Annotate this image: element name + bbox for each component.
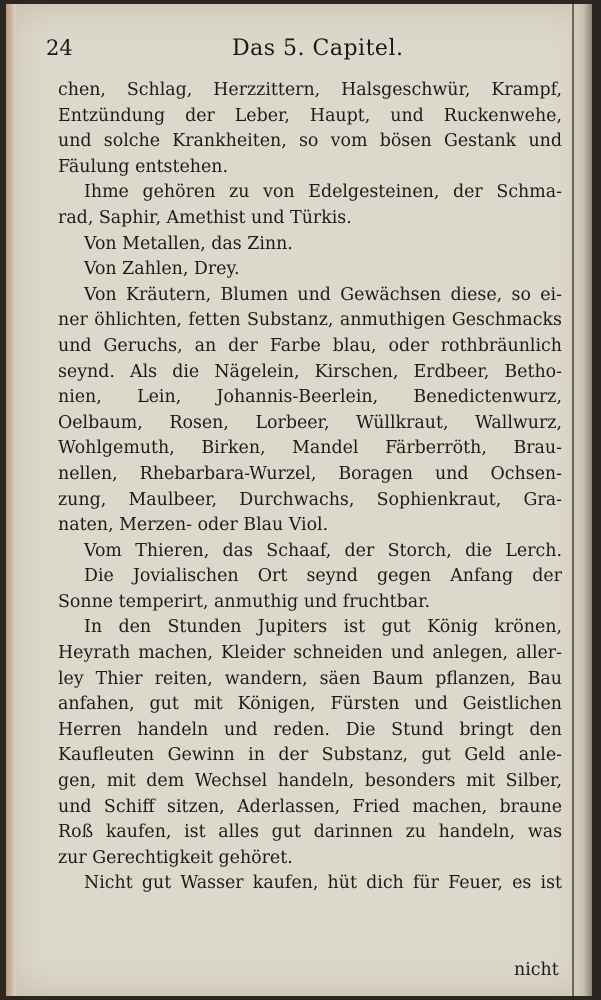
text-line: anfahen, gut mit Königen, Fürsten und Geistlichen (58, 694, 562, 715)
text-line: rad, Saphir, Amethist und Türkis. (58, 207, 352, 228)
text-line: chen, Schlag, Herzzittern, Halsgeschwür, Krampf, (58, 80, 562, 100)
text-line: und Geruchs, an der Farbe blau, oder rothbräunlich (58, 335, 562, 356)
text-line: Fäulung entstehen. (58, 156, 228, 177)
text-line: zung, Maulbeer, Durchwachs, Sophienkraut, Gra- (58, 489, 562, 510)
text-line: Oelbaum, Rosen, Lorbeer, Wüllkraut, Wallwurz, (58, 412, 562, 433)
text-line: Nicht gut Wasser kaufen, hüt dich für Feuer, es ist (84, 873, 562, 894)
text-line: Sonne temperirt, anmuthig und fruchtbar. (58, 591, 431, 612)
text-line: Von Metallen, das Zinn. (84, 233, 293, 254)
text-line: und solche Krankheiten, so vom bösen Gestank und (58, 131, 562, 152)
text-line: Kaufleuten Gewinn in der Substanz, gut Geld anle- (58, 745, 562, 766)
text-line: In den Stunden Jupiters ist gut König krönen, (84, 617, 562, 638)
page-fold-line (572, 4, 574, 996)
text-line: Entzündung der Leber, Haupt, und Ruckenwehe, (58, 105, 562, 126)
catchword: nicht (514, 960, 559, 980)
text-line: ner öhlichten, fetten Substanz, anmuthigen Geschmacks (58, 310, 562, 331)
text-line: nien, Lein, Johannis-Beerlein, Benedictenwurz, (58, 387, 562, 408)
text-line: ley Thier reiten, wandern, säen Baum pflanzen, Bau (58, 668, 562, 689)
text-line: gen, mit dem Wechsel handeln, besonders mit Silber, (58, 771, 562, 792)
running-head: Das 5. Capitel. (232, 36, 404, 61)
text-line: und Schiff sitzen, Aderlassen, Fried machen, braune (58, 796, 562, 817)
text-line: Die Jovialischen Ort seynd gegen Anfang der (84, 566, 562, 587)
text-line: Roß kaufen, ist alles gut darinnen zu handeln, was (58, 822, 562, 843)
book-page (6, 4, 592, 996)
page-number: 24 (46, 36, 73, 60)
text-line: Heyrath machen, Kleider schneiden und anlegen, aller- (58, 643, 562, 664)
text-line: Von Kräutern, Blumen und Gewächsen diese, so ei- (84, 284, 562, 305)
text-line: seynd. Als die Nägelein, Kirschen, Erdbeer, Betho- (58, 361, 562, 382)
page-header (32, 36, 552, 66)
text-line: nellen, Rhebarbara-Wurzel, Boragen und Ochsen- (58, 463, 562, 484)
text-line: zur Gerechtigkeit gehöret. (58, 847, 293, 868)
text-line: Ihme gehören zu von Edelgesteinen, der Schma- (84, 182, 562, 203)
page-left-edge (6, 4, 16, 996)
text-line: Vom Thieren, das Schaaf, der Storch, die Lerch. (84, 540, 562, 561)
text-line: Wohlgemuth, Birken, Mandel Färberröth, Brau- (58, 438, 562, 459)
text-line: naten, Merzen- oder Blau Viol. (58, 515, 329, 536)
body-text (58, 78, 562, 897)
text-line: Herren handeln und reden. Die Stund bringt den (58, 719, 562, 740)
text-line: Von Zahlen, Drey. (84, 259, 240, 280)
